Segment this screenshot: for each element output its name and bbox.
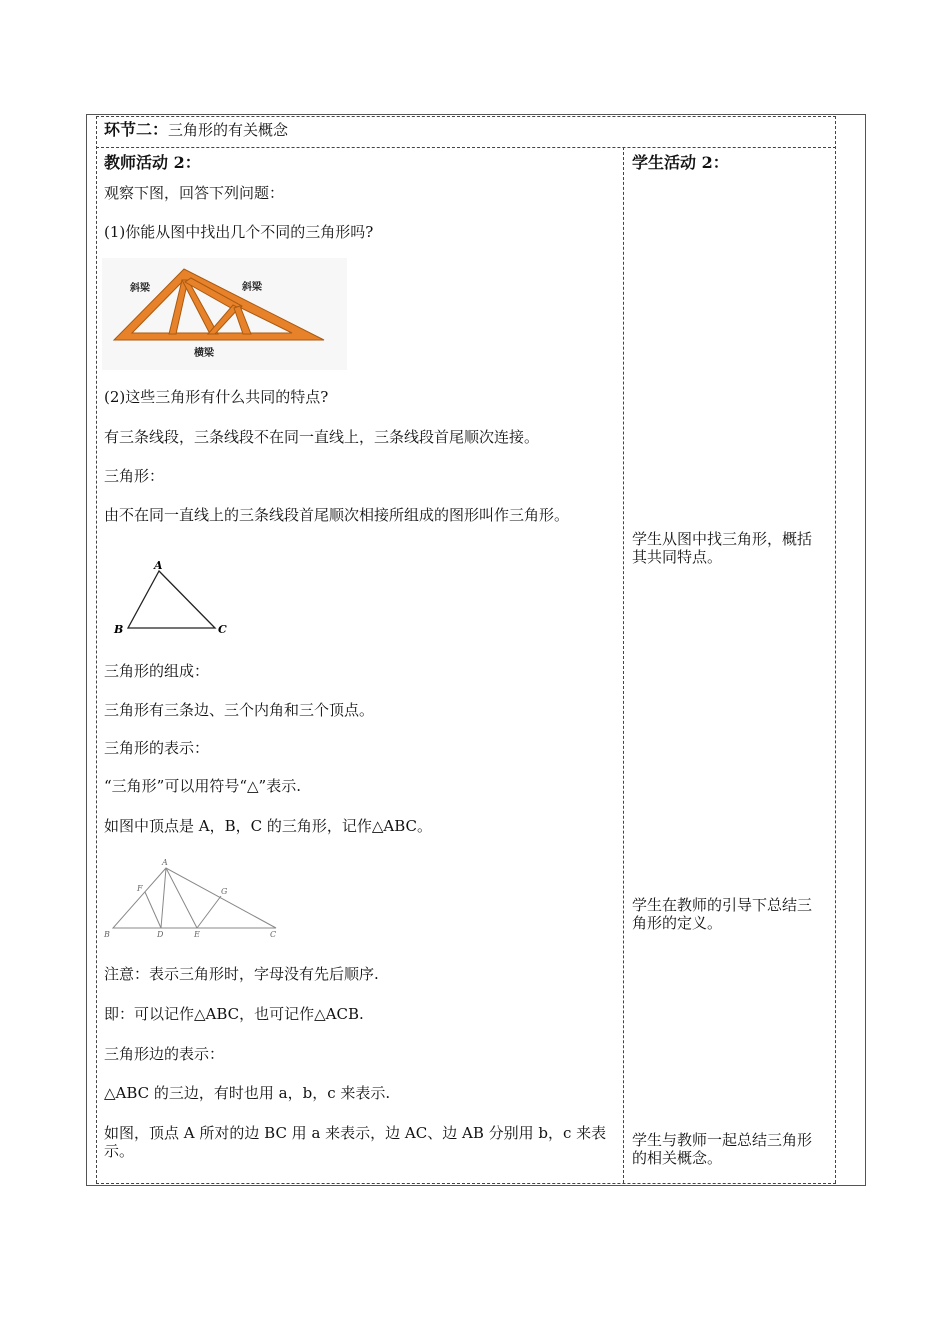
representation-title: 三角形的表示： <box>104 739 210 757</box>
section-label: 环节二： <box>104 120 169 139</box>
representation-text-1: “三角形”可以用符号“△”表示. <box>104 777 301 795</box>
side-title: 三角形边的表示： <box>104 1045 225 1063</box>
truss-label-right: 斜梁 <box>242 282 262 293</box>
side-text-1: △ABC 的三边，有时也用 a，b，c 来表示. <box>104 1084 391 1102</box>
truss-label-bottom: 横梁 <box>194 348 214 359</box>
row-border-bottom <box>96 1183 836 1184</box>
question-1: (1)你能从图中找出几个不同的三角形吗? <box>104 223 374 241</box>
section-header <box>104 121 288 139</box>
fig2-label-g: G <box>221 887 228 896</box>
side-text-2: 如图，顶点 A 所对的边 BC 用 a 来表示，边 AC、边 AB 分别用 b，c 来表示。 <box>104 1124 607 1160</box>
col-border-middle <box>623 147 624 1183</box>
representation-text-2: 如图中顶点是 A，B，C 的三角形，记作△ABC。 <box>104 817 433 835</box>
vertex-a-label: A <box>154 559 163 572</box>
student-heading: 学生活动 2： <box>632 153 729 172</box>
col-border-left <box>96 116 97 1183</box>
teacher-intro: 观察下图，回答下列问题： <box>104 184 285 202</box>
note-example: 即：可以记作△ABC，也可记作△ACB. <box>104 1005 364 1023</box>
row-border-top <box>96 116 836 117</box>
vertex-b-label: B <box>114 623 124 636</box>
triangle-abc-figure <box>108 556 238 640</box>
answer-2: 有三条线段，三条线段不在同一直线上，三条线段首尾顺次连接。 <box>104 428 540 446</box>
fig2-label-c: C <box>270 930 277 939</box>
composition-title: 三角形的组成： <box>104 662 210 680</box>
subdivided-triangle-figure <box>100 854 285 940</box>
teacher-heading: 教师活动 2： <box>104 153 201 172</box>
composition-text: 三角形有三条边、三个内角和三个顶点。 <box>104 701 375 719</box>
student-activity-1: 学生从图中找三角形，概括其共同特点。 <box>632 530 813 566</box>
col-border-right <box>835 116 836 1183</box>
student-activity-2: 学生在教师的引导下总结三角形的定义。 <box>632 896 813 932</box>
truss-label-left: 斜梁 <box>130 283 150 294</box>
row-border-section <box>96 147 836 148</box>
vertex-c-label: C <box>218 623 227 636</box>
fig2-label-f: F <box>137 884 143 893</box>
note-order: 注意：表示三角形时，字母没有先后顺序. <box>104 965 379 983</box>
definition-text: 由不在同一直线上的三条线段首尾顺次相接所组成的图形叫作三角形。 <box>104 506 570 524</box>
fig2-label-b: B <box>104 930 110 939</box>
fig2-label-e: E <box>194 930 200 939</box>
question-2: (2)这些三角形有什么共同的特点? <box>104 388 329 406</box>
definition-title: 三角形： <box>104 467 165 485</box>
roof-truss-figure <box>102 258 347 370</box>
fig2-label-d: D <box>157 930 164 939</box>
student-activity-3: 学生与教师一起总结三角形的相关概念。 <box>632 1131 813 1167</box>
fig2-label-a: A <box>162 858 168 867</box>
section-title: 三角形的有关概念 <box>168 121 289 139</box>
